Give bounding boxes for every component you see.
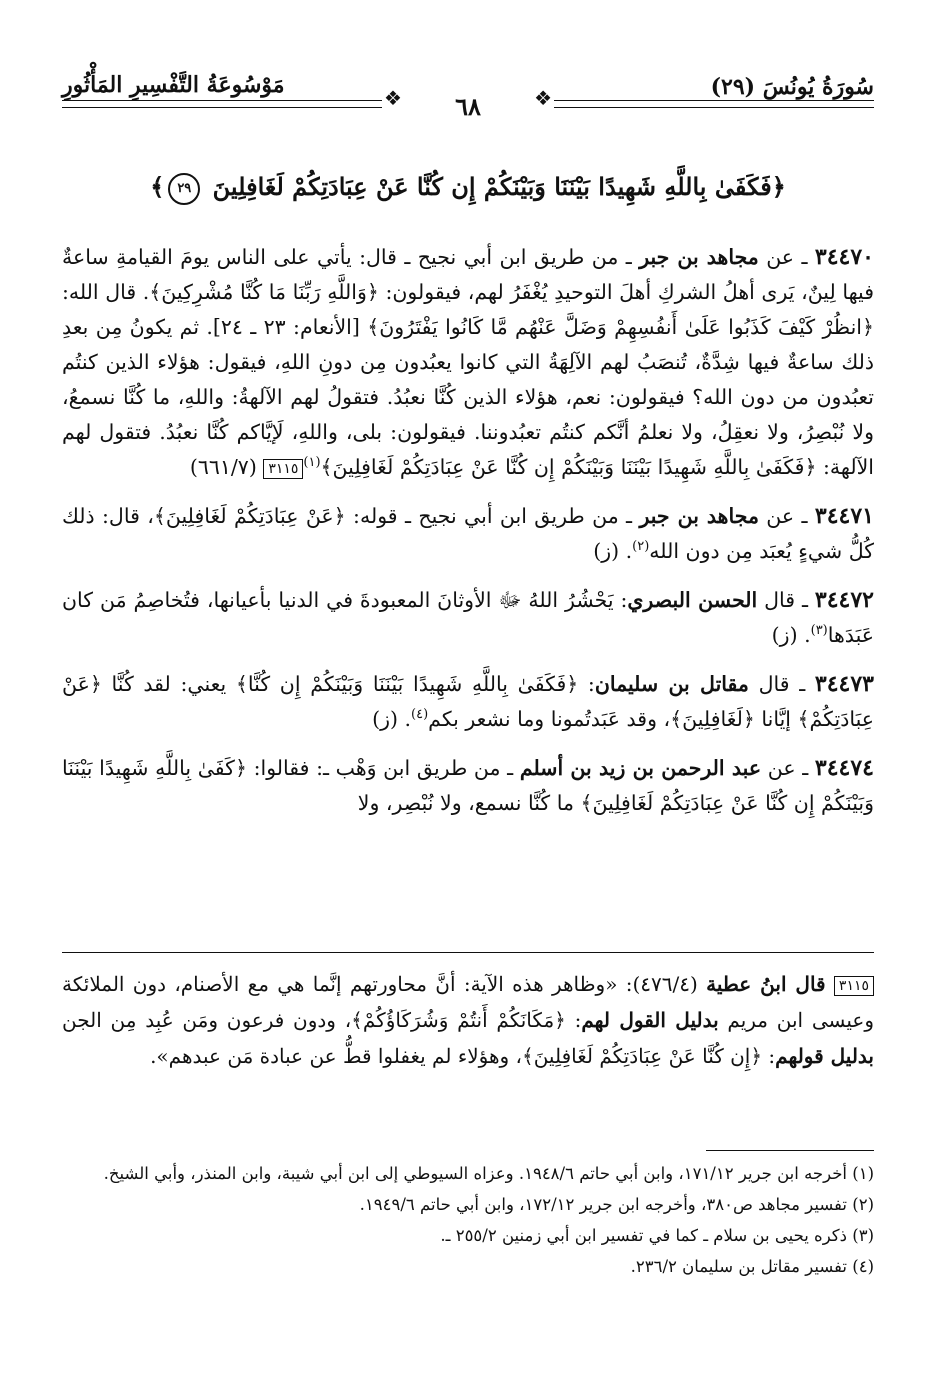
- footnote: (١) أخرجه ابن جرير ١٧١/١٢، وابن أبي حاتم ١٩٤٨/٦. وعزاه السيوطي إلى ابن أبي شيبة، وابن المنذر، وأبي الشيخ.: [103, 1164, 874, 1183]
- narration-tail: . (ز): [771, 623, 811, 647]
- narration-text: : يَحْشُرُ اللهُ ﷻ الأوثانَ المعبودةَ في الدنيا بأعيانها، فتُخاصِمُ مَن كان عَبَدَها: [62, 588, 874, 647]
- footnote-ref[interactable]: (١): [303, 455, 321, 471]
- ayah-number: ٢٩: [168, 173, 200, 205]
- quran-verse: [62, 172, 874, 205]
- narrator-name: عبد الرحمن بن زيد بن أسلم: [519, 756, 762, 780]
- narration-tail: . (ز): [372, 707, 412, 731]
- narration-entry: [62, 751, 874, 821]
- commentary-divider: [62, 952, 874, 953]
- narration-text: ـ من طريق ابن أبي نجيح ـ قوله: ﴿عَنْ عِبَادَتِكُمْ لَغَافِلِينَ﴾، قال: ذلك كُلُّ شيءٍ يُعبَد مِن دون الله: [62, 504, 874, 563]
- commentary-text: : ﴿مَكَانَكُمْ أَنتُمْ وَشُرَكَاؤُكُمْ﴾، ودون فرعون ومَن عُبِد مِن الجن: [62, 1008, 582, 1032]
- commentary-block: [62, 966, 874, 1074]
- commentator-name: قال ابنُ عطية: [706, 972, 826, 996]
- verse-close: ﴾: [150, 172, 165, 201]
- narration-text: : ﴿فَكَفَىٰ بِاللَّهِ شَهِيدًا بَيْنَنَا وَبَيْنَكُمْ إِن كُنَّا﴾ يعني: لقد كُنَّا ﴿عَنْ عِبَادَتِكُمْ﴾ إيَّانا ﴿لَغَافِلِينَ﴾، وقد عَبَدتُمونا وما نشعر بكم: [62, 672, 874, 731]
- page-header: [62, 62, 874, 132]
- narration-entry: [62, 583, 874, 653]
- narration-text: ـ من طريق ابن وَهْب ـ: فقالوا: ﴿كَفَىٰ بِاللَّهِ شَهِيدًا بَيْنَنَا وَبَيْنَكُمْ إِن كُنَّا عَنْ عِبَادَتِكُمْ لَغَافِلِينَ﴾ ما كُنَّا نسمع، ولا نُبْصِر، ولا: [62, 756, 874, 815]
- narration-number: ٣٤٤٧١: [814, 503, 874, 529]
- commentary-text: (٤٧٦/٤): «وظاهر هذه الآية: أنَّ محاورتهم إنَّما هي مع الأصنام، دون الملائكة وعيسى ابن مريم: [62, 972, 874, 1032]
- commentary-emphasis: بدليل القول لهم: [581, 1008, 719, 1032]
- narration-entry: [62, 667, 874, 737]
- narration-intro: ـ عن: [758, 504, 815, 528]
- narration-number: ٣٤٤٧٠: [814, 244, 874, 270]
- footnote: (٤) تفسير مقاتل بن سليمان ٢٣٦/٢.: [630, 1257, 874, 1276]
- footnote: (٣) ذكره يحيى بن سلام ـ كما في تفسير ابن أبي زمنين ٢٥٥/٢ ـ.: [440, 1226, 874, 1245]
- narration-number: ٣٤٤٧٣: [814, 671, 874, 697]
- narration-tail: (٦٦١/٧): [189, 455, 264, 479]
- commentary-emphasis: بدليل قولهم: [775, 1044, 874, 1068]
- footnotes: [62, 1160, 874, 1284]
- comment-number-box: ٣١١٥: [834, 976, 874, 996]
- narration-number: ٣٤٤٧٤: [814, 755, 874, 781]
- narrator-name: مقاتل بن سليمان: [594, 672, 749, 696]
- book-title: مَوْسُوعَةُ التَّفْسِيرِ المَأْثُورِ: [62, 72, 285, 98]
- footnote: (٢) تفسير مجاهد ص٣٨٠، وأخرجه ابن جرير ١٧٢/١٢، وابن أبي حاتم ١٩٤٩/٦.: [359, 1195, 874, 1214]
- ornament-icon: ❖: [534, 86, 552, 110]
- narration-intro: ـ قال: [748, 672, 815, 696]
- comment-ref-box[interactable]: ٣١١٥: [263, 459, 303, 479]
- narration-entry: [62, 240, 874, 485]
- ornament-icon: ❖: [384, 86, 402, 110]
- narration-entry: [62, 499, 874, 569]
- footnote-divider: [706, 1150, 874, 1151]
- narration-intro: ـ قال: [757, 588, 815, 612]
- footnote-ref[interactable]: (٢): [632, 539, 650, 555]
- footnote-ref[interactable]: (٣): [810, 623, 828, 639]
- narration-intro: ـ عن: [758, 245, 815, 269]
- footnote-ref[interactable]: (٤): [411, 707, 429, 723]
- page-number: ٦٨: [455, 92, 481, 121]
- narrations: [62, 240, 874, 835]
- narrator-name: الحسن البصري: [627, 588, 758, 612]
- narration-number: ٣٤٤٧٢: [814, 587, 874, 613]
- narration-intro: ـ عن: [761, 756, 815, 780]
- commentary-text: : ﴿إِن كُنَّا عَنْ عِبَادَتِكُمْ لَغَافِلِينَ﴾، وهؤلاء لم يغفلوا قطُّ عن عبادة مَن عبدهم».: [150, 1044, 776, 1068]
- verse-text: ﴿فَكَفَىٰ بِاللَّهِ شَهِيدًا بَيْنَنَا وَبَيْنَكُمْ إِن كُنَّا عَنْ عِبَادَتِكُمْ لَغَافِلِينَ: [212, 172, 786, 201]
- narration-tail: . (ز): [593, 539, 633, 563]
- narration-text: ـ من طريق ابن أبي نجيح ـ قال: يأتي على الناس يومَ القيامةِ ساعةٌ فيها لِينٌ، يَرى أهلُ الشركِ أهلَ التوحيدِ يُغْفَرُ لهم، فيقولون: ﴿وَاللَّهِ رَبِّنَا مَا كُنَّا مُشْرِكِينَ﴾. قال الله: ﴿انظُرْ كَيْفَ كَذَبُوا عَلَىٰ أَنفُسِهِمْ وَضَلَّ عَنْهُم مَّا كَانُوا يَفْتَرُونَ﴾ [الأنعام: ٢٣ ـ ٢٤]. ثم يكونُ مِن بعدِ ذلك ساعةٌ فيها شِدَّةٌ، تُنصَبُ لهم الآلِهَةُ التي كانوا يعبُدون مِن دونِ اللهِ، فيقول: هؤلاء الذين كنتُم تعبُدون من دون الله؟ فيقولون: نعم، هؤلاء الذين كُنَّا نعبُدُ. فتقولُ لهم الآلهةُ: واللهِ، ما كُنَّا نسمعُ، ولا نُبْصِرُ، ولا نعقِلُ، ولا نعلمُ أنَّكم كنتُم تعبُدوننا. فيقولون: بلى، واللهِ، لَإيَّاكم كُنَّا نعبُدُ. فتقول لهم الآلهة: ﴿فَكَفَىٰ بِاللَّهِ شَهِيدًا بَيْنَنَا وَبَيْنَكُمْ إِن كُنَّا عَنْ عِبَادَتِكُمْ لَغَافِلِينَ﴾: [62, 245, 874, 479]
- surah-title: سُورَةُ يُونُسَ (٢٩): [710, 74, 874, 100]
- narrator-name: مجاهد بن جبر: [639, 504, 759, 528]
- narrator-name: مجاهد بن جبر: [639, 245, 759, 269]
